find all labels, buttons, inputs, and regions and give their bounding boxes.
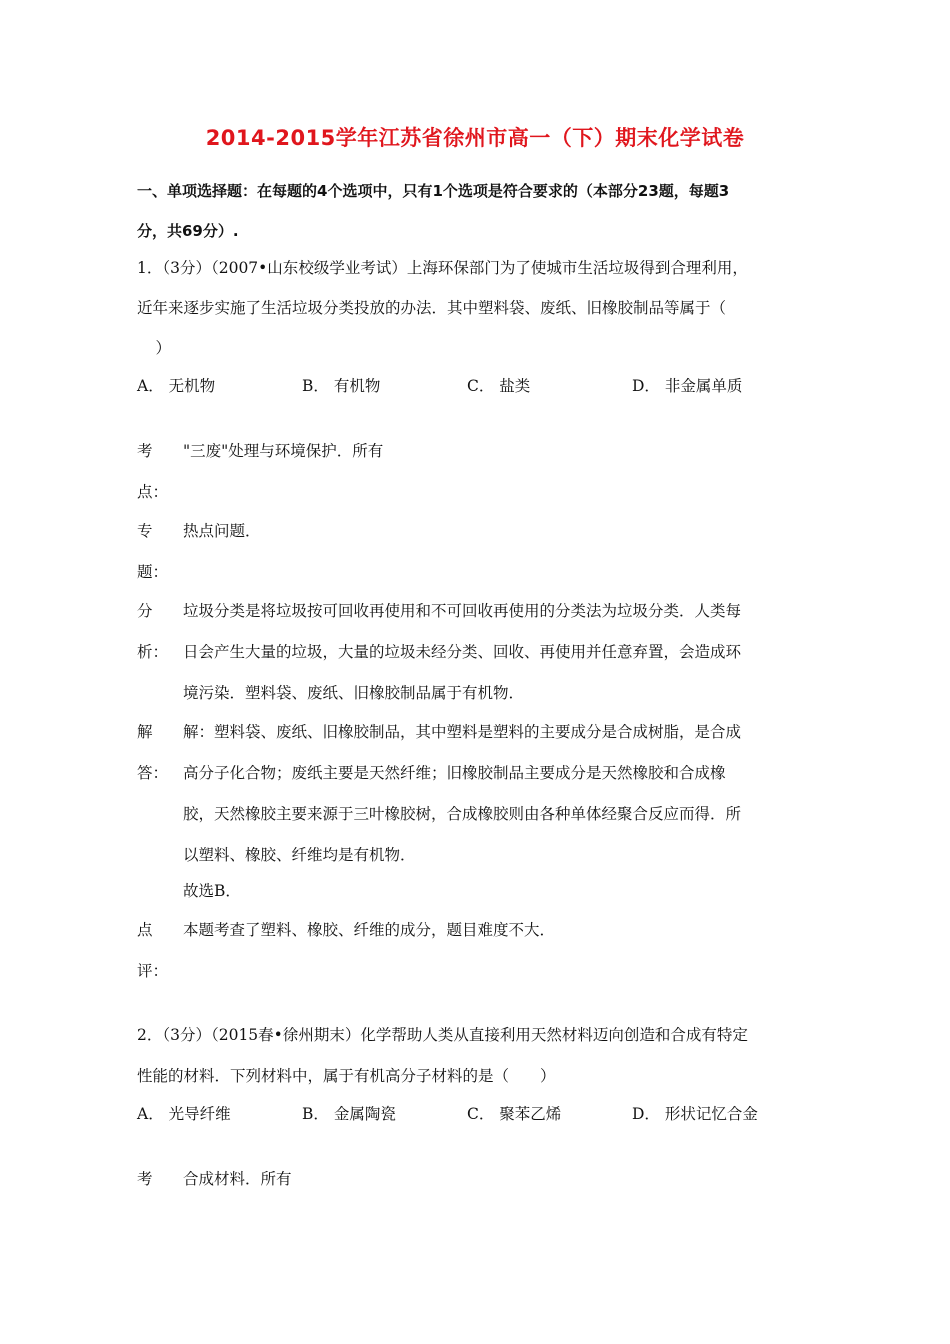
q1-option-a: A． 无机物 xyxy=(137,377,216,395)
q1-jieda-label-2: 答： xyxy=(137,764,169,782)
q2-stem-line2: 性能的材料．下列材料中，属于有机高分子材料的是（ ） xyxy=(137,1067,556,1085)
q1-kaodian-label-1: 考 xyxy=(137,442,153,460)
q2-option-b: B． 金属陶瓷 xyxy=(302,1105,396,1123)
q1-kaodian: "三废"处理与环境保护．所有 xyxy=(183,442,384,460)
q1-option-d: D． 非金属单质 xyxy=(632,377,743,395)
q1-fenxi-line3: 境污染．塑料袋、废纸、旧橡胶制品属于有机物． xyxy=(183,684,525,702)
q1-jieda-label-1: 解 xyxy=(137,723,153,741)
q1-kaodian-label-2: 点： xyxy=(137,483,169,501)
q1-option-b: B． 有机物 xyxy=(302,377,381,395)
q1-stem-line1: 1．（3分）（2007•山东校级学业考试）上海环保部门为了使城市生活垃圾得到合理利用， xyxy=(137,259,748,277)
q1-fenxi-label-1: 分 xyxy=(137,602,153,620)
q1-jieda-line5: 故选B． xyxy=(183,882,241,900)
q1-zhuanti-label-1: 专 xyxy=(137,522,153,540)
q1-fenxi-line1: 垃圾分类是将垃圾按可回收再使用和不可回收再使用的分类法为垃圾分类．人类每 xyxy=(183,602,742,620)
q2-kaodian: 合成材料．所有 xyxy=(183,1170,292,1188)
q1-dianping: 本题考查了塑料、橡胶、纤维的成分，题目难度不大． xyxy=(183,921,556,939)
q1-stem-line3: ） xyxy=(140,339,172,357)
q1-zhuanti: 热点问题． xyxy=(183,522,261,540)
q1-jieda-line3: 胶，天然橡胶主要来源于三叶橡胶树，合成橡胶则由各种单体经聚合反应而得．所 xyxy=(183,805,742,823)
q1-fenxi-line2: 日会产生大量的垃圾，大量的垃圾未经分类、回收、再使用并任意弃置，会造成环 xyxy=(183,643,742,661)
q1-fenxi-label-2: 析： xyxy=(137,643,169,661)
q1-jieda-line4: 以塑料、橡胶、纤维均是有机物． xyxy=(183,846,416,864)
q1-jieda-line1: 解：塑料袋、废纸、旧橡胶制品，其中塑料是塑料的主要成分是合成树脂，是合成 xyxy=(183,723,742,741)
q1-jieda-line2: 高分子化合物；废纸主要是天然纤维；旧橡胶制品主要成分是天然橡胶和合成橡 xyxy=(183,764,726,782)
q1-dianping-label-2: 评： xyxy=(137,962,169,980)
q2-option-a: A． 光导纤维 xyxy=(137,1105,231,1123)
q2-kaodian-label-1: 考 xyxy=(137,1170,153,1188)
q2-stem-line1: 2．（3分）（2015春•徐州期末）化学帮助人类从直接利用天然材料迈向创造和合成有特定 xyxy=(137,1026,748,1044)
q2-option-d: D． 形状记忆合金 xyxy=(632,1105,758,1123)
section-heading-line1: 一、单项选择题：在每题的4个选项中，只有1个选项是符合要求的（本部分23题，每题3 xyxy=(137,182,730,200)
q1-option-c: C． 盐类 xyxy=(467,377,531,395)
q1-dianping-label-1: 点 xyxy=(137,921,153,939)
q1-zhuanti-label-2: 题： xyxy=(137,563,169,581)
q1-stem-line2: 近年来逐步实施了生活垃圾分类投放的办法．其中塑料袋、废纸、旧橡胶制品等属于（ xyxy=(137,299,727,317)
q2-option-c: C． 聚苯乙烯 xyxy=(467,1105,562,1123)
section-heading-line2: 分，共69分）. xyxy=(137,222,239,240)
page-title: 2014-2015学年江苏省徐州市高一（下）期末化学试卷 xyxy=(205,126,745,150)
